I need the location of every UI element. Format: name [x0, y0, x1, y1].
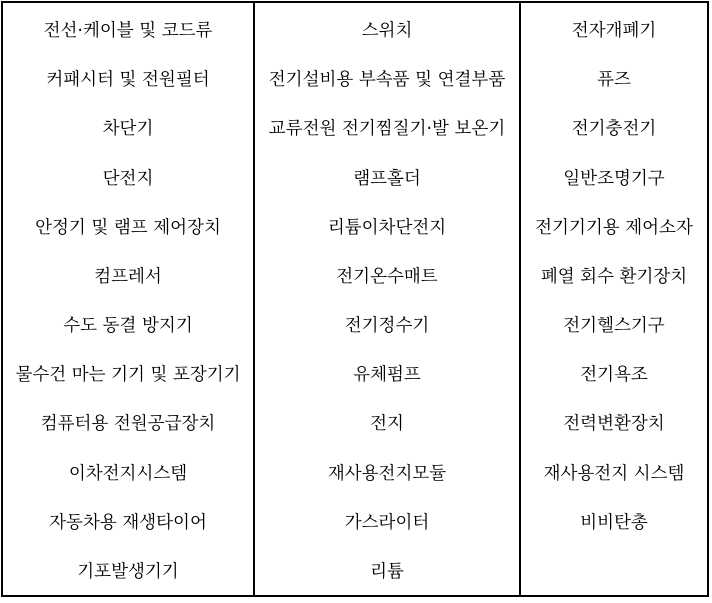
table-cell: 리튬이차단전지	[327, 217, 447, 238]
table-cell: 전기기기용 제어소자	[535, 217, 693, 238]
table-cell: 이차전지시스템	[68, 463, 188, 484]
table-cell: 교류전원 전기찜질기·발 보온기	[268, 119, 506, 140]
table-cell: 유체펌프	[353, 365, 421, 386]
column-2	[255, 3, 521, 595]
table-cell: 전기욕조	[580, 365, 648, 386]
table-cell: 단전지	[102, 168, 154, 189]
table-cell: 스위치	[361, 21, 413, 42]
column-3	[521, 3, 707, 595]
table-cell: 전력변환장치	[563, 414, 665, 435]
table-cell: 자동차용 재생타이어	[49, 512, 207, 533]
table-cell: 전기설비용 부속품 및 연결부품	[268, 70, 506, 91]
column-1	[3, 3, 255, 595]
table-cell: 전기온수매트	[336, 266, 438, 287]
table-cell: 전기충전기	[571, 119, 657, 140]
table-cell: 전기정수기	[344, 316, 430, 337]
table-cell: 전지	[370, 414, 404, 435]
table-cell: 안정기 및 램프 제어장치	[35, 217, 221, 238]
table-cell: 컴퓨터용 전원공급장치	[40, 414, 216, 435]
table-cell: 램프홀더	[353, 168, 421, 189]
table-cell: 수도 동결 방지기	[63, 316, 193, 337]
table-cell: 퓨즈	[597, 70, 631, 91]
table-cell	[521, 546, 707, 595]
table-cell: 재사용전지모듈	[327, 463, 447, 484]
table-cell: 가스라이터	[344, 512, 430, 533]
table-cell: 전선·케이블 및 코드류	[43, 21, 213, 42]
table-cell: 기포발생기기	[77, 561, 179, 582]
table-cell: 폐열 회수 환기장치	[540, 266, 688, 287]
table-cell: 커패시터 및 전원필터	[46, 70, 210, 91]
table-cell: 비비탄총	[580, 512, 648, 533]
table-cell: 차단기	[102, 119, 154, 140]
table-cell: 전기헬스기구	[563, 316, 665, 337]
table-cell: 재사용전지 시스템	[543, 463, 685, 484]
table-cell: 전자개폐기	[571, 21, 657, 42]
product-category-table	[1, 1, 709, 597]
table-cell: 리튬	[370, 561, 404, 582]
table-cell: 일반조명기구	[563, 168, 665, 189]
table-cell: 컴프레서	[94, 266, 162, 287]
table-cell: 물수건 마는 기기 및 포장기기	[15, 365, 241, 386]
